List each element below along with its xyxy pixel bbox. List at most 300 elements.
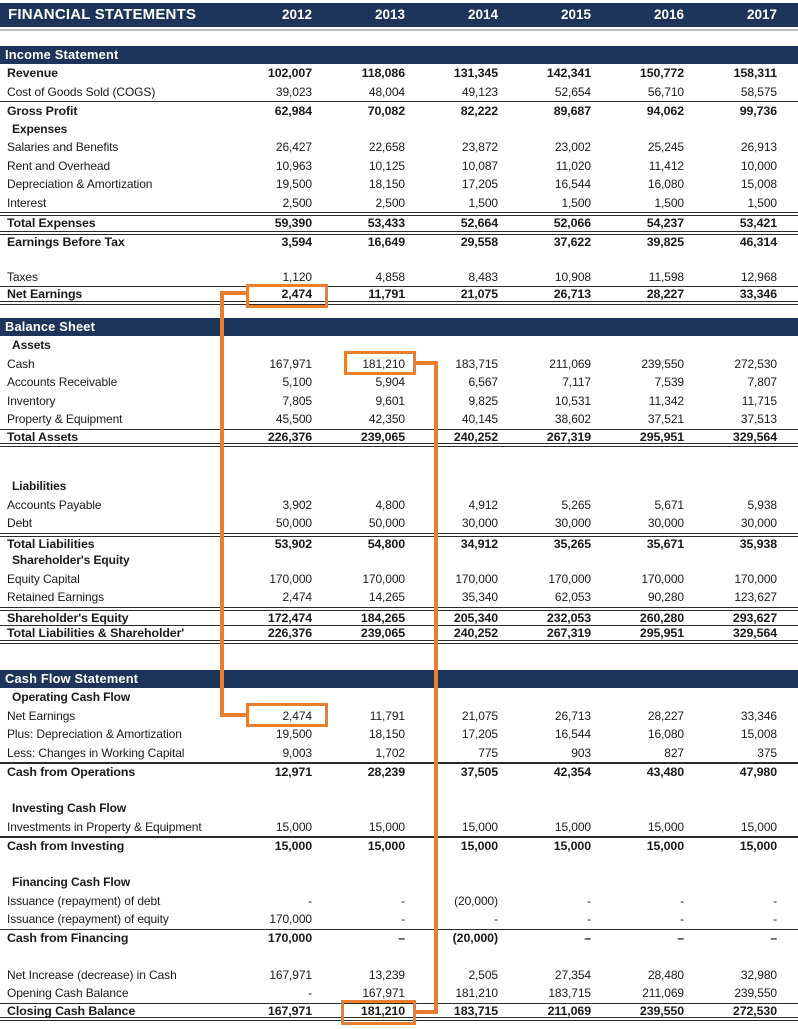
cell-value: 167,971 (269, 967, 312, 982)
year-label: 2013 (374, 7, 405, 22)
cell-value: 205,340 (453, 610, 498, 625)
row-label: Less: Changes in Working Capital (7, 745, 185, 760)
cell-value: 42,350 (368, 412, 405, 427)
row-label: Debt (7, 516, 32, 531)
cell-value: - (773, 893, 777, 908)
table-row (0, 83, 798, 102)
row-label: Total Assets (7, 429, 79, 444)
row-label: Investments in Property & Equipment (7, 819, 202, 834)
cell-value: 99,736 (739, 103, 777, 118)
cell-value: 30,000 (647, 516, 684, 531)
table-row (0, 570, 798, 589)
cell-value: 131,345 (453, 66, 498, 81)
section-header: Balance Sheet (0, 318, 798, 336)
cell-value: 183,715 (453, 1003, 498, 1018)
cell-value: (20,000) (452, 931, 498, 946)
cell-value: 37,521 (647, 412, 684, 427)
cell-value: 15,000 (461, 819, 498, 834)
cell-value: 26,913 (740, 140, 777, 155)
cell-value: 25,245 (647, 140, 684, 155)
row-label: Financing Cash Flow (12, 875, 131, 890)
cell-value: 30,000 (461, 516, 498, 531)
row-label: Closing Cash Balance (7, 1003, 136, 1018)
table-row (0, 429, 798, 448)
table-row (0, 966, 798, 985)
section-header: Cash Flow Statement (0, 670, 798, 688)
cell-value: 26,713 (554, 708, 591, 723)
row-label: Gross Profit (7, 103, 78, 118)
table-row (0, 101, 798, 120)
cell-value: 30,000 (554, 516, 591, 531)
table-row (0, 231, 798, 250)
cell-value: 226,376 (267, 626, 312, 640)
row-label: Cash from Financing (7, 931, 129, 946)
table-row (0, 725, 798, 744)
cell-value: 272,530 (734, 356, 777, 371)
title-bar (0, 3, 798, 27)
cell-value: 43,480 (646, 765, 684, 780)
cell-value: – (770, 931, 777, 946)
table-row (0, 138, 798, 157)
cell-value: – (398, 931, 405, 946)
table-row (0, 336, 798, 355)
cell-value: 4,912 (468, 497, 498, 512)
cell-value: 15,000 (275, 819, 312, 834)
cell-value: 11,020 (555, 158, 591, 173)
cell-value: 5,671 (654, 497, 684, 512)
cell-value: 15,000 (553, 839, 591, 854)
cell-value: 27,354 (554, 967, 591, 982)
cell-value: 16,080 (647, 177, 684, 192)
row-label: Issuance (repayment) of equity (7, 912, 169, 927)
cell-value: - (308, 893, 312, 908)
page-title: FINANCIAL STATEMENTS (8, 6, 197, 23)
table-row (0, 533, 798, 552)
row-label: Assets (12, 338, 51, 353)
year-label: 2012 (281, 7, 312, 22)
row-label: Taxes (7, 269, 38, 284)
cell-value: 33,346 (740, 708, 777, 723)
table-row (0, 892, 798, 911)
cell-value: 21,075 (460, 287, 498, 301)
cell-value: 10,000 (740, 158, 777, 173)
table-row (0, 799, 798, 818)
cell-value: 70,082 (367, 103, 405, 118)
cell-value: 56,710 (647, 84, 684, 99)
statements (0, 46, 798, 1021)
spacer-row (0, 644, 798, 671)
table-row (0, 1003, 798, 1022)
cell-value: 4,800 (375, 497, 405, 512)
cell-value: 15,000 (554, 819, 591, 834)
row-label: Shareholder's Equity (12, 553, 130, 568)
table-row (0, 157, 798, 176)
row-label: Interest (7, 195, 47, 210)
cell-value: 15,000 (739, 839, 777, 854)
cell-value: 295,951 (639, 626, 684, 640)
cell-value: 3,902 (282, 497, 312, 512)
row-label: Equity Capital (7, 571, 80, 586)
cell-value: 240,252 (453, 626, 498, 640)
row-label: Net Earnings (7, 287, 83, 301)
cell-value: 102,007 (267, 66, 312, 81)
cell-value: 11,342 (648, 393, 684, 408)
cell-value: 2,500 (282, 195, 312, 210)
cell-value: 150,772 (639, 66, 684, 81)
cell-value: - (587, 893, 591, 908)
row-label: Total Liabilities (7, 536, 95, 551)
spacer-row (0, 781, 798, 800)
cell-value: 142,341 (546, 66, 591, 81)
row-label: Revenue (7, 66, 58, 81)
cell-value: 28,227 (647, 708, 684, 723)
cell-value: 172,474 (267, 610, 312, 625)
table-row (0, 707, 798, 726)
cell-value: 54,237 (646, 216, 684, 231)
cell-value: 267,319 (546, 626, 591, 640)
cell-value: 167,971 (267, 1003, 312, 1018)
table-row (0, 551, 798, 570)
cell-value: 239,065 (360, 429, 405, 444)
cell-value: 2,474 (281, 287, 312, 301)
table-row (0, 688, 798, 707)
table-row (0, 873, 798, 892)
cell-value: 239,065 (360, 626, 405, 640)
cell-value: 11,412 (648, 158, 684, 173)
table-row (0, 373, 798, 392)
cell-value: 775 (478, 745, 498, 760)
cell-value: 8,483 (468, 269, 498, 284)
cell-value: 293,627 (732, 610, 777, 625)
cell-value: 9,825 (468, 393, 498, 408)
cell-value: 267,319 (546, 429, 591, 444)
cell-value: 10,908 (554, 269, 591, 284)
cell-value: 5,938 (747, 497, 777, 512)
cell-value: 15,000 (368, 819, 405, 834)
cell-value: 47,980 (739, 765, 777, 780)
row-label: Salaries and Benefits (7, 140, 119, 155)
row-label: Accounts Payable (7, 497, 102, 512)
year-label: 2014 (467, 7, 498, 22)
cell-value: 12,968 (740, 269, 777, 284)
row-label: Investing Cash Flow (12, 801, 127, 816)
cell-value: 10,125 (368, 158, 405, 173)
spacer-row (0, 305, 798, 319)
cell-value: 35,938 (739, 536, 777, 551)
cell-value: 827 (664, 745, 684, 760)
cell-value: 23,872 (461, 140, 498, 155)
table-row (0, 268, 798, 287)
year-label: 2017 (746, 7, 777, 22)
cell-value: 94,062 (646, 103, 684, 118)
cell-value: 39,023 (275, 84, 312, 99)
year-label: 2015 (560, 7, 591, 22)
row-label: Net Increase (decrease) in Cash (7, 967, 177, 982)
cell-value: 19,500 (275, 177, 312, 192)
cell-value: – (584, 931, 591, 946)
cell-value: 181,210 (362, 356, 405, 371)
cell-value: 19,500 (275, 727, 312, 742)
cell-value: - (680, 893, 684, 908)
cell-value: 10,087 (461, 158, 498, 173)
cell-value: 9,003 (282, 745, 312, 760)
cell-value: 53,902 (274, 536, 312, 551)
cell-value: 7,805 (282, 393, 312, 408)
year-label: 2016 (653, 7, 684, 22)
cell-value: – (677, 931, 684, 946)
cell-value: 118,086 (361, 66, 405, 81)
cell-value: 11,791 (369, 708, 405, 723)
table-row (0, 410, 798, 429)
cell-value: 28,227 (646, 287, 684, 301)
cell-value: 52,664 (460, 216, 498, 231)
spacer-row (0, 947, 798, 966)
cell-value: 62,053 (554, 590, 591, 605)
cell-value: 35,265 (553, 536, 591, 551)
cell-value: 2,474 (282, 708, 312, 723)
cell-value: 170,000 (548, 571, 591, 586)
table-row (0, 392, 798, 411)
cell-value: 46,314 (739, 234, 777, 249)
row-label: Cost of Goods Sold (COGS) (7, 84, 156, 99)
cell-value: 170,000 (269, 912, 312, 927)
cell-value: 15,000 (740, 819, 777, 834)
row-label: Property & Equipment (7, 412, 123, 427)
cell-value: 32,980 (740, 967, 777, 982)
row-label: Total Expenses (7, 216, 96, 231)
cell-value: 170,000 (362, 571, 405, 586)
cell-value: 49,123 (461, 84, 498, 99)
row-label: Expenses (12, 121, 68, 136)
row-label: Retained Earnings (7, 590, 105, 605)
row-label: Opening Cash Balance (7, 986, 129, 1001)
cell-value: 34,912 (460, 536, 498, 551)
row-label: Rent and Overhead (7, 158, 111, 173)
cell-value: 239,550 (641, 356, 684, 371)
cell-value: 29,558 (460, 234, 498, 249)
cell-value: 11,715 (741, 393, 777, 408)
cell-value: 17,205 (461, 177, 498, 192)
cell-value: 240,252 (453, 429, 498, 444)
cell-value: 89,687 (553, 103, 591, 118)
table-row (0, 514, 798, 533)
cell-value: 15,008 (740, 177, 777, 192)
cell-value: 50,000 (275, 516, 312, 531)
table-row (0, 477, 798, 496)
cell-value: 26,427 (275, 140, 312, 155)
cell-value: 15,000 (460, 839, 498, 854)
row-label: Issuance (repayment) of debt (7, 893, 161, 908)
cell-value: 239,550 (639, 1003, 684, 1018)
cell-value: 1,500 (654, 195, 684, 210)
cell-value: 33,346 (739, 287, 777, 301)
row-label: Earnings Before Tax (7, 234, 125, 249)
cell-value: 1,120 (282, 269, 312, 284)
row-label: Net Earnings (7, 708, 76, 723)
cell-value: 181,210 (455, 986, 498, 1001)
cell-value: 295,951 (639, 429, 684, 444)
table-row (0, 929, 798, 948)
cell-value: 2,500 (375, 195, 405, 210)
cell-value: 10,963 (275, 158, 312, 173)
cell-value: 13,239 (368, 967, 405, 982)
cell-value: 211,069 (549, 356, 591, 371)
cell-value: 15,000 (274, 839, 312, 854)
cell-value: - (773, 912, 777, 927)
cell-value: 35,340 (461, 590, 498, 605)
cell-value: 26,713 (553, 287, 591, 301)
cell-value: - (680, 912, 684, 927)
row-label: Operating Cash Flow (12, 690, 131, 705)
cell-value: 53,433 (367, 216, 405, 231)
cell-value: 170,000 (641, 571, 684, 586)
cell-value: 54,800 (367, 536, 405, 551)
cell-value: 1,500 (747, 195, 777, 210)
table-row (0, 744, 798, 763)
cell-value: 903 (571, 745, 591, 760)
table-row (0, 984, 798, 1003)
cell-value: 11,598 (648, 269, 684, 284)
cell-value: 16,544 (554, 177, 591, 192)
cell-value: 16,080 (647, 727, 684, 742)
cell-value: 183,715 (548, 986, 591, 1001)
cell-value: 239,550 (734, 986, 777, 1001)
cell-value: 211,069 (547, 1003, 591, 1018)
row-label: Plus: Depreciation & Amortization (7, 727, 182, 742)
table-row (0, 355, 798, 374)
cell-value: 226,376 (267, 429, 312, 444)
cell-value: 15,000 (647, 819, 684, 834)
cell-value: 4,858 (375, 269, 405, 284)
cell-value: - (401, 893, 405, 908)
cell-value: 5,265 (561, 497, 591, 512)
section-header: Income Statement (0, 46, 798, 64)
cell-value: 158,311 (733, 66, 777, 81)
cell-value: 16,649 (367, 234, 405, 249)
cell-value: 45,500 (275, 412, 312, 427)
cell-value: 2,474 (282, 590, 312, 605)
row-label: Inventory (7, 393, 56, 408)
cell-value: - (587, 912, 591, 927)
cell-value: 1,500 (468, 195, 498, 210)
cell-value: 260,280 (639, 610, 684, 625)
cell-value: 167,971 (269, 356, 312, 371)
cell-value: 62,984 (274, 103, 312, 118)
cell-value: 1,702 (375, 745, 405, 760)
cell-value: 1,500 (561, 195, 591, 210)
table-row (0, 496, 798, 515)
cell-value: 7,539 (654, 375, 684, 390)
cell-value: 40,145 (461, 412, 498, 427)
cell-value: 9,601 (375, 393, 405, 408)
cell-value: 170,000 (734, 571, 777, 586)
cell-value: 28,480 (647, 967, 684, 982)
cell-value: 15,008 (740, 727, 777, 742)
cell-value: 11,791 (368, 287, 405, 301)
cell-value: (20,000) (454, 893, 498, 908)
cell-value: 53,421 (739, 216, 777, 231)
cell-value: 15,000 (646, 839, 684, 854)
row-label: Liabilities (12, 479, 67, 494)
cell-value: 7,807 (747, 375, 777, 390)
cell-value: 272,530 (732, 1003, 777, 1018)
table-row (0, 120, 798, 139)
cell-value: 18,150 (368, 727, 405, 742)
cell-value: 48,004 (368, 84, 405, 99)
cell-value: 18,150 (368, 177, 405, 192)
cell-value: 90,280 (647, 590, 684, 605)
cell-value: - (308, 986, 312, 1001)
table-row (0, 194, 798, 213)
cell-value: 42,354 (553, 765, 591, 780)
cell-value: 38,602 (554, 412, 591, 427)
table-row (0, 64, 798, 83)
table-row (0, 286, 798, 305)
cell-value: 14,265 (368, 590, 405, 605)
table-row (0, 607, 798, 626)
cell-value: 28,239 (367, 765, 405, 780)
cell-value: 50,000 (368, 516, 405, 531)
cell-value: 12,971 (274, 765, 312, 780)
cell-value: 37,505 (460, 765, 498, 780)
cell-value: 329,564 (732, 626, 777, 640)
row-label: Shareholder's Equity (7, 610, 129, 625)
cell-value: 59,390 (274, 216, 312, 231)
row-label: Cash (7, 356, 35, 371)
cell-value: 37,513 (740, 412, 777, 427)
cell-value: 167,971 (362, 986, 405, 1001)
table-row (0, 910, 798, 929)
cell-value: 183,715 (455, 356, 498, 371)
cell-value: 10,531 (554, 393, 591, 408)
row-label: Accounts Receivable (7, 375, 118, 390)
cell-value: 123,627 (734, 590, 777, 605)
cell-value: 35,671 (646, 536, 684, 551)
cell-value: 184,265 (360, 610, 405, 625)
row-label: Cash from Investing (7, 839, 125, 854)
cell-value: - (494, 912, 498, 927)
cell-value: 82,222 (460, 103, 498, 118)
cell-value: 17,205 (461, 727, 498, 742)
cell-value: 22,658 (368, 140, 405, 155)
cell-value: 2,505 (468, 967, 498, 982)
cell-value: 37,622 (553, 234, 591, 249)
cell-value: 16,544 (554, 727, 591, 742)
table-row (0, 588, 798, 607)
table-row (0, 175, 798, 194)
cell-value: 39,825 (646, 234, 684, 249)
cell-value: 5,100 (282, 375, 312, 390)
cell-value: 52,654 (554, 84, 591, 99)
spacer-row (0, 855, 798, 874)
cell-value: 52,066 (553, 216, 591, 231)
table-row (0, 762, 798, 781)
spacer-row (0, 249, 798, 268)
cell-value: 232,053 (546, 610, 591, 625)
cell-value: 375 (757, 745, 777, 760)
cell-value: 6,567 (468, 375, 498, 390)
cell-value: - (401, 912, 405, 927)
cell-value: 5,904 (375, 375, 405, 390)
cell-value: 21,075 (461, 708, 498, 723)
cell-value: 3,594 (281, 234, 312, 249)
table-row (0, 625, 798, 644)
row-label: Total Liabilities & Shareholder' (7, 626, 185, 640)
cell-value: 170,000 (455, 571, 498, 586)
cell-value: 181,210 (360, 1003, 405, 1018)
cell-value: 30,000 (740, 516, 777, 531)
cell-value: 23,002 (554, 140, 591, 155)
